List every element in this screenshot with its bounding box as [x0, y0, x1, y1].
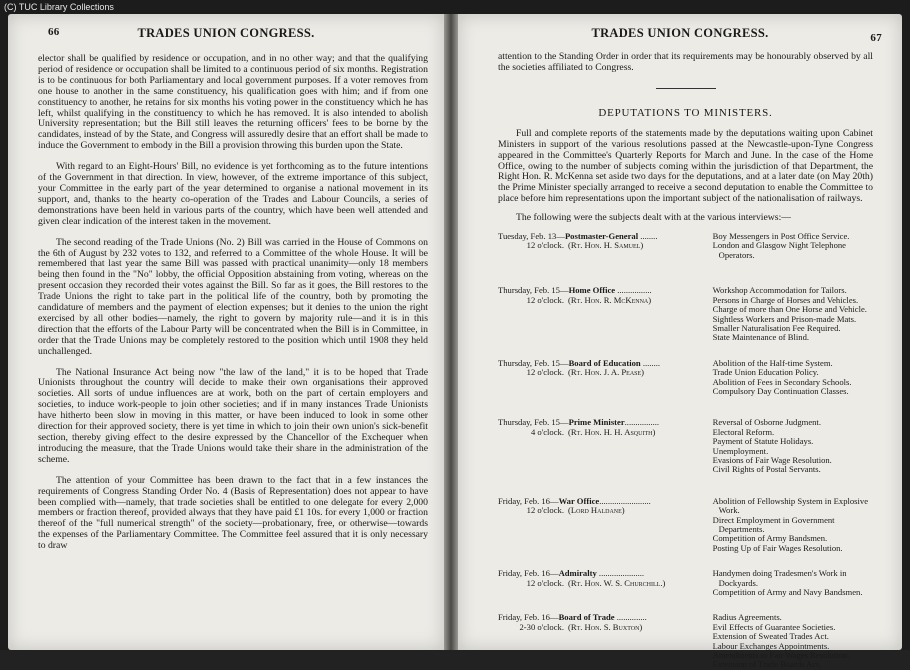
deputation-subjects [707, 232, 873, 260]
row-spacer [498, 343, 873, 359]
deputation-minister: (Rt. Hon. S. Buxton) [568, 621, 643, 632]
subject-item: Trade Union Education Policy. [712, 367, 819, 378]
row-spacer [498, 475, 873, 497]
deputation-subjects [707, 359, 873, 397]
running-title: TRADES UNION CONGRESS. [137, 26, 315, 40]
book-gutter [444, 14, 458, 650]
deputation-row [498, 232, 873, 260]
subject-item: Handymen doing Tradesmen's Work in Dockyards. [712, 568, 847, 588]
row-spacer [498, 260, 873, 286]
deputation-minister: (Rt. Hon. H. Samuel) [568, 240, 644, 251]
subject-item: Unemployment. [712, 445, 769, 456]
subject-item: Electoral Reform. [712, 426, 775, 437]
subject-item: Evil Effects of Guarantee Societies. [712, 621, 836, 632]
deputation-row [498, 613, 873, 669]
deputation-time: 4 o'clock. [530, 426, 564, 437]
leader-dots: ........ [640, 357, 661, 368]
paragraph: The National Insurance Act being now "the law of the land," it is to be hoped that Trade Unionists throughout the country will decide to make their own organisations their approved societies. All sorts of undue influences are at work, both on the part of certain employers and societies, to induce work-people to join other societies; and if in many instances Trade Unionists have hitherto been slow in moving in this matter, or have been induced to look in some other direction for their approved society, there is yet time in which to join their own union's sick-benefit section, thereby giving effect to the desire expressed by the Chancellor of the Exchequer when introducing the measure, that the Trade Unions would take their share in the administration of the scheme. [38, 366, 428, 465]
subject-item: Competition of Army Bandsmen. [712, 533, 828, 544]
deputation-date: Friday, Feb. 16— [498, 495, 559, 506]
leader-dots: ........................ [599, 495, 651, 506]
leader-dots: ................ [615, 285, 652, 296]
deputation-minister: (Rt. Hon. R. McKenna) [568, 294, 652, 305]
subject-item: Competition of Army and Navy Bandsmen. [712, 587, 863, 598]
subject-item: Abolition of Fellowship System in Explosive Work. [712, 495, 869, 516]
deputation-subjects [707, 418, 873, 474]
deputation-details [498, 232, 707, 260]
subject-item: Civil Rights of Postal Servants. [712, 464, 821, 475]
deputation-subjects [707, 569, 873, 597]
deputation-subjects [707, 497, 873, 553]
left-page-header [28, 26, 424, 44]
deputation-date: Thursday, Feb. 15— [498, 357, 569, 368]
deputation-minister: (Lord Haldane) [568, 505, 625, 516]
deputation-details [498, 286, 707, 342]
row-spacer [498, 597, 873, 613]
right-page [458, 14, 902, 670]
section-divider [656, 88, 716, 89]
subject-item: Posting Up of Fair Wages Resolution. [712, 542, 843, 553]
deputation-minister: (Rt. Hon. J. A. Pease) [568, 367, 645, 378]
paragraph: The second reading of the Trade Unions (No. 2) Bill was carried in the House of Commons on the 6th of August by 232 votes to 132, and referred to a Committee of the whole House. It will be remembered that last year the same Bill was passed with practical unanimity—only 18 members being then found in the "No" lobby, the official Opposition abstaining from voting, whereas on the present occasion they recorded their votes against the Bill. So far as it goes, the Bill restores to the Trade Unions the right to take part in the political life of the country, both by promoting the candidature of members and the payment of election expenses; but it denies to the union the right exercised by all other bodies—namely, the right to govern by majority rule—and it is in this direction that the efforts of the Labour Party will be concentrated when the Bill is in Committee, in order that the Trade Unions may be completely restored to the position which until 1908 they held unchallenged. [38, 236, 428, 357]
deputation-department: Board of Trade [558, 612, 615, 623]
copyright-watermark: (C) TUC Library Collections [4, 2, 114, 12]
deputation-date: Friday, Feb. 16— [498, 568, 559, 579]
subject-item: Labour Exchanges Appointments. [712, 640, 830, 651]
deputation-department: Admiralty [558, 568, 597, 579]
deputation-date: Tuesday, Feb. 13— [498, 231, 565, 242]
row-spacer [498, 396, 873, 418]
deputation-time: 12 o'clock. [526, 294, 564, 305]
paragraph: elector shall be qualified by residence or occupation, and in no other way; and that the qualifying period of residence or occupation shall be limited to a continuous period of six months. Registration is to be continuous for both Parliamentary and local government purposes. If a voter removes from one house to another in the same constituency, his qualification goes with him; and if from one constituency to another, he retains for six months his voting power in the constituency which he has left, whilst qualifying in the constituency to which he has removed. It is also intended to abolish University representation; but the Bill still leaves the returning officers' fees to be borne by the candidates, instead of by the State, and Congress will assuredly desire that an effort shall be made to induce the Government to embody in the Bill a provision throwing this burden upon the State. [38, 53, 428, 152]
right-page-body [498, 52, 873, 670]
deputation-time: 12 o'clock. [526, 240, 564, 251]
leader-dots: ........ [638, 231, 658, 242]
deputation-row [498, 569, 873, 597]
section-title: DEPUTATIONS TO MINISTERS. [598, 106, 773, 119]
paragraph: With regard to an Eight-Hours' Bill, no evidence is yet forthcoming as to the future intentions of the Government in that direction. In view, however, of the extreme importance of this subject, your Committee in the early part of the year determined to organise a national movement in its support, and, thanks to the hearty co-operation of the Trades and Labour Councils, a series of demonstrations have been held in various parts of the country, which have been well attended and given clear indication of the interest taken in the movement. [38, 161, 428, 227]
subject-item: Amendments to Fair Wages Resolution. [712, 650, 850, 661]
deputation-date: Thursday, Feb. 15— [498, 417, 569, 428]
subject-item: Extension of Sweated Trades Act. [712, 631, 829, 642]
deputation-minister: (Rt. Hon. W. S. Churchill.) [568, 577, 666, 588]
leader-dots: .............. [614, 612, 647, 623]
deputation-row [498, 286, 873, 342]
deputation-details [498, 497, 707, 553]
deputation-details [498, 569, 707, 597]
deputation-date: Friday, Feb. 16— [498, 612, 559, 623]
subject-item: Smaller Naturalisation Fee Required. [712, 322, 841, 333]
deputation-subjects [707, 613, 873, 669]
intro-paragraph: Full and complete reports of the statements made by the deputations waiting upon Cabinet Ministers in support of the various resolutions passed at the Newcastle-upon-Tyne Congress appeared in the Committee's Quarterly Reports for March and June. In the case of the Home Office, owing to the number of subjects coming within the jurisdiction of that Department, the Right Hon. R. McKenna set aside two days for the deputations, and at a later date (on May 20th) the Prime Minister specially arranged to receive a second deputation to enable the Committee to place before him representations upon the important subject of the nationalisation of railways. [498, 127, 873, 205]
deputation-time: 2-30 o'clock. [519, 621, 564, 632]
subject-item: Charge of more than One Horse and Vehicle. [712, 304, 867, 315]
subject-item: Evasions of Fair Wage Resolution. [712, 454, 832, 465]
row-spacer [498, 553, 873, 569]
deputation-time: 12 o'clock. [526, 367, 564, 378]
deputation-row [498, 497, 873, 553]
deputation-time: 12 o'clock. [526, 505, 564, 516]
left-page [8, 14, 444, 650]
right-page-header [478, 26, 882, 44]
deputation-department: War Office [558, 495, 600, 506]
page-number: 67 [870, 32, 882, 44]
deputation-department: Prime Minister [568, 417, 625, 428]
subject-item: Extension of Trade Boards Act. [712, 659, 821, 670]
deputations-table [498, 232, 873, 670]
deputation-row [498, 418, 873, 474]
deputation-details [498, 359, 707, 397]
running-title: TRADES UNION CONGRESS. [591, 26, 769, 40]
page-number: 66 [48, 26, 60, 38]
subject-item: State Maintenance of Blind. [712, 332, 810, 343]
subject-item: Direct Employment in Government Departments. [712, 514, 835, 534]
leader-dots: ..................... [596, 568, 645, 579]
subject-item: Abolition of Fees in Secondary Schools. [712, 376, 852, 387]
lead-in: The following were the subjects dealt with at the various interviews:— [516, 212, 791, 224]
subject-item: Payment of Statute Holidays. [712, 436, 814, 447]
paragraph: The attention of your Committee has been drawn to the fact that in a few instances the requirements of Congress Standing Order No. 4 (Basis of Representation) does not appear to have been complied with—namely, that trade societies shall be entitled to one delegate for every 2,000 members or fraction thereof, provided always that they have paid £1 10s. for every 1,000 or fraction thereof of the "full numerical strength" of the society—probationary, free, or otherwise—towards the expenses of the Parliamentary Committee. The Committee feel assured that it is only necessary to draw [38, 474, 428, 552]
subject-item: Sightless Workers and Prison-made Mats. [712, 313, 857, 324]
leader-dots: ................ [624, 417, 660, 428]
deputation-minister: (Rt. Hon. H. H. Asquith) [568, 426, 656, 437]
subject-item: Reversal of Osborne Judgment. [712, 417, 821, 428]
subject-item: Radius Agreements. [712, 612, 782, 623]
continuation-paragraph: attention to the Standing Order in order that its requirements may be honourably observed by all the societies affiliated to Congress. [498, 51, 873, 73]
subject-item: Boy Messengers in Post Office Service. [712, 231, 850, 242]
deputation-department: Postmaster-General [564, 231, 639, 242]
subject-item: London and Glasgow Night Telephone Operators. [712, 240, 846, 260]
deputation-row [498, 359, 873, 397]
deputation-date: Thursday, Feb. 15— [498, 285, 569, 296]
left-page-body [38, 54, 428, 562]
deputation-subjects [707, 286, 873, 342]
deputation-details [498, 418, 707, 474]
deputation-time: 12 o'clock. [526, 577, 564, 588]
subject-item: Workshop Accommodation for Tailors. [712, 285, 847, 296]
deputation-department: Board of Education [568, 357, 641, 368]
subject-item: Abolition of the Half-time System. [712, 357, 833, 368]
subject-item: Persons in Charge of Horses and Vehicles. [712, 294, 859, 305]
deputation-department: Home Office [568, 285, 616, 296]
deputation-details [498, 613, 707, 669]
subject-item: Compulsory Day Continuation Classes. [712, 385, 849, 396]
